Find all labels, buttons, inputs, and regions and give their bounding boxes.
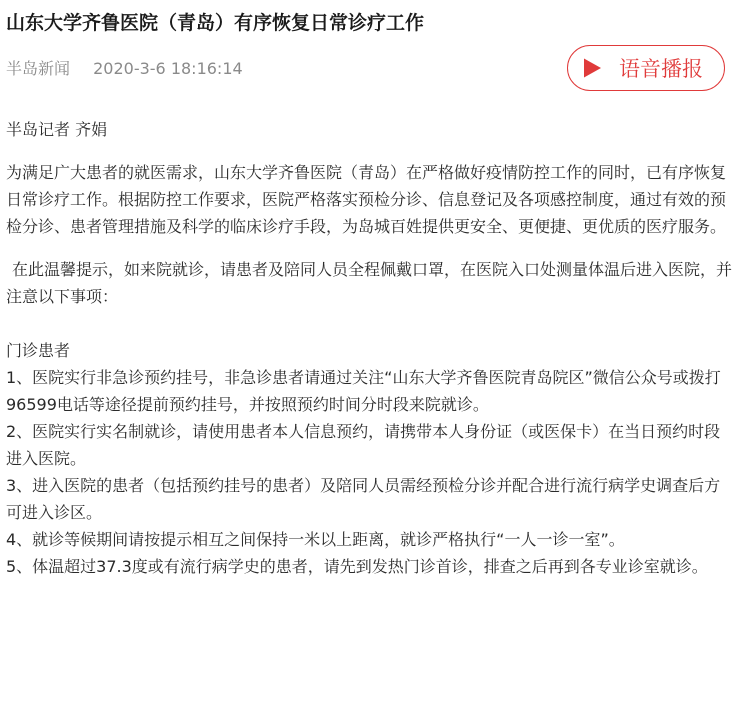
notice-item: 3、进入医院的患者（包括预约挂号的患者）及陪同人员需经预检分诊并配合进行流行病学史调查后方可进入诊区。: [6, 476, 721, 522]
article-body: [6, 116, 734, 580]
article-paragraph: 在此温馨提示，如来院就诊，请患者及陪同人员全程佩戴口罩，在医院入口处测量体温后进入医院，并注意以下事项：: [6, 260, 733, 306]
article-byline: 半岛记者 齐娟: [6, 120, 108, 139]
notice-item: 1、医院实行非急诊预约挂号，非急诊患者请通过关注“山东大学齐鲁医院青岛院区”微信公众号或拨打96599电话等途径提前预约挂号，并按照预约时间分时段来院就诊。: [6, 368, 721, 414]
section-heading: 门诊患者: [6, 341, 71, 360]
article-title: 山东大学齐鲁医院（青岛）有序恢复日常诊疗工作: [6, 12, 425, 34]
article-datetime: 2020-3-6 18:16:14: [93, 59, 243, 78]
article-source[interactable]: 半岛新闻: [6, 59, 71, 78]
voice-broadcast-button[interactable]: [567, 45, 725, 91]
notice-item: 2、医院实行实名制就诊，请使用患者本人信息预约，请携带本人身份证（或医保卡）在当日预约时段进入医院。: [6, 422, 721, 468]
voice-broadcast-label: 语音播报: [619, 57, 703, 81]
notice-item: 4、就诊等候期间请按提示相互之间保持一米以上距离，就诊严格执行“一人一诊一室”。: [6, 530, 625, 549]
article-paragraph: 为满足广大患者的就医需求，山东大学齐鲁医院（青岛）在严格做好疫情防控工作的同时，已有序恢复日常诊疗工作。根据防控工作要求，医院严格落实预检分诊、信息登记及各项感控制度，通过有效的预检分诊、患者管理措施及科学的临床诊疗手段，为岛城百姓提供更安全、更便捷、更优质的医疗服务。: [6, 163, 727, 236]
play-icon: [581, 57, 603, 79]
notice-item: 5、体温超过37.3度或有流行病学史的患者，请先到发热门诊首诊，排查之后再到各专业诊室就诊。: [6, 557, 708, 576]
article-meta: [6, 56, 243, 82]
